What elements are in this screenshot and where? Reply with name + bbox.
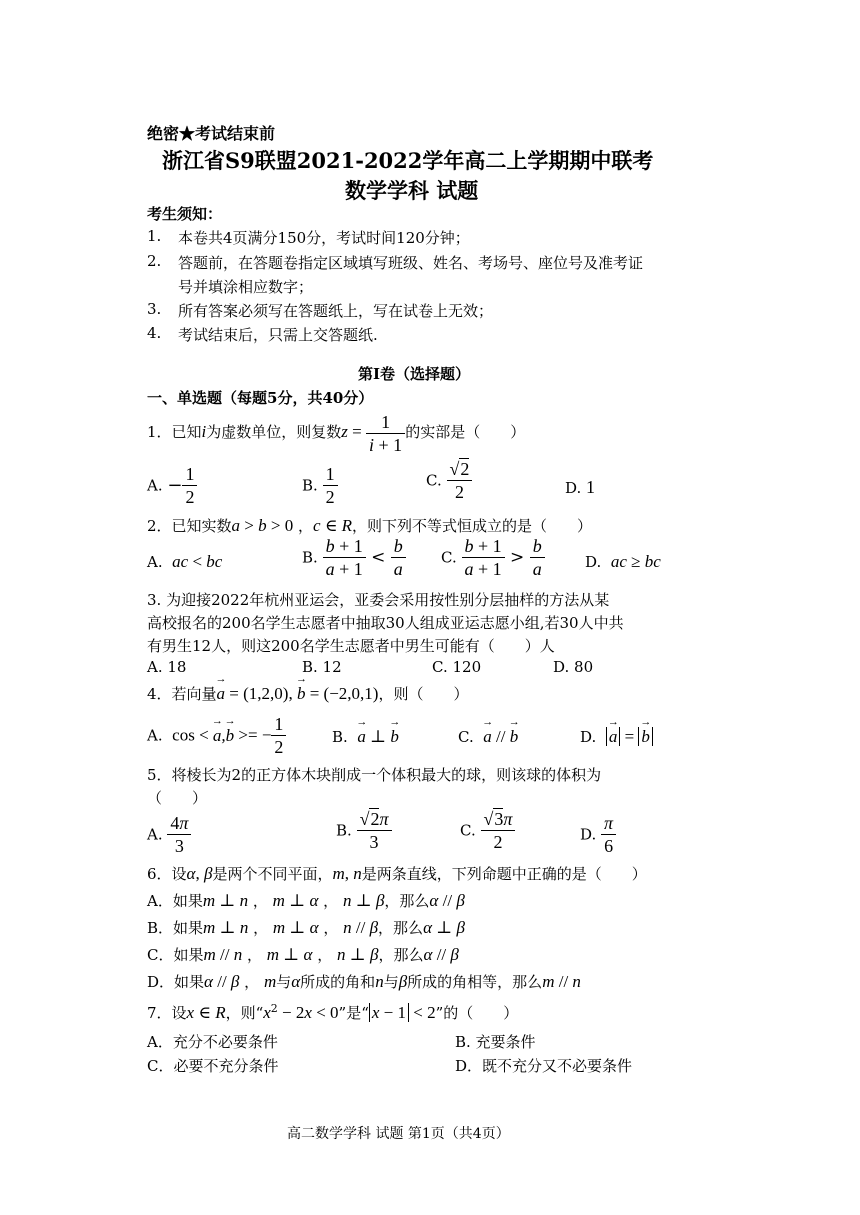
q6-option-b: B．如果m ⊥ n ， m ⊥ α ， n // β，那么α ⊥ β — [147, 918, 465, 937]
notice-item: 2. 答题前，在答题卷指定区域填写班级、姓名、考场号、座位号及准考证 — [147, 252, 644, 272]
q2-option-c: C. $\frac{b + 1}{a + 1}$ > $\frac{b}{a}$ — [441, 535, 545, 580]
q7-option-a: A．充分不必要条件 — [147, 1033, 278, 1051]
question-4: 4．若向量→ a = (1,2,0), → b = (−2,0,1)，则（ ） — [147, 683, 468, 704]
q4-option-c: C. → a // → b — [458, 727, 518, 747]
question-6: 6．设α, β是两个不同平面，m, n是两条直线，下列命题中正确的是（ ） — [147, 864, 647, 883]
q1-option-b: B. $\frac{1}{2}$ — [302, 463, 338, 508]
q7-option-d: D．既不充分又不必要条件 — [455, 1057, 633, 1075]
q1-option-c: C. $\frac{√2}{2}$ — [426, 458, 472, 503]
q7-option-b: B. 充要条件 — [455, 1033, 536, 1051]
q3-option-b: B. 12 — [302, 658, 342, 676]
q3-option-c: C. 120 — [432, 658, 482, 676]
question-3-line1: 3. 为迎接2022年杭州亚运会，亚委会采用按性别分层抽样的方法从某 — [147, 591, 610, 609]
q6-option-c: C．如果m // n ， m ⊥ α ， n ⊥ β，那么α // β — [147, 945, 459, 964]
part-title: 第Ⅰ卷（选择题） — [358, 365, 471, 383]
question-5-line2: （ ） — [147, 789, 208, 807]
q5-option-d: D. $\frac{\pi}{6}$ — [580, 812, 616, 857]
exam-title: 浙江省S9联盟2021-2022学年高二上学期期中联考 — [162, 148, 654, 173]
q3-option-a: A. 18 — [147, 658, 187, 676]
q1-option-a: A. − $\frac{1}{2}$ — [147, 463, 197, 508]
q6-option-a: A．如果m ⊥ n ， m ⊥ α ， n ⊥ β，那么α // β — [147, 891, 465, 910]
question-2: 2．已知实数a > b > 0 ，c ∈ R，则下列不等式恒成立的是（ ） — [147, 516, 593, 535]
question-5-line1: 5．将棱长为2的正方体木块削成一个体积最大的球，则该球的体积为 — [147, 766, 602, 784]
q7-option-c: C．必要不充分条件 — [147, 1057, 279, 1075]
q5-option-b: B. $\frac{√2\pi}{3}$ — [336, 808, 392, 853]
exam-subtitle: 数学学科 试题 — [345, 178, 479, 203]
notice-item: 1. 本卷共4页满分150分，考试时间120分钟； — [147, 227, 470, 247]
q4-option-a: A. cos < → a,→ b >= − $\frac{1}{2}$ — [147, 713, 286, 758]
q3-option-d: D. 80 — [553, 658, 594, 676]
q4-option-b: B. → a ⊥ → b — [332, 727, 399, 747]
q2-option-a: A. ac < bc — [147, 552, 223, 571]
page-footer: 高二数学学科 试题 第1页（共4页） — [287, 1126, 510, 1142]
notice-heading: 考生须知： — [147, 205, 223, 223]
q2-option-d: D. ac ≥ bc — [585, 552, 661, 571]
notice-item: 3. 所有答案必须写在答题纸上，写在试卷上无效； — [147, 300, 494, 320]
notice-item: 4. 考试结束后，只需上交答题纸. — [147, 324, 378, 344]
q2-option-b: B. $\frac{b + 1}{a + 1}$ < $\frac{b}{a}$ — [302, 535, 406, 580]
question-1: 1．已知i为虚数单位，则复数z = $\frac{1}{i + 1}$ 的实部是（ ） — [147, 411, 526, 455]
q4-option-d: D. → a = → b — [580, 727, 653, 747]
secret-label: 绝密★考试结束前 — [147, 124, 276, 143]
question-7: 7．设x ∈ R，则“$x^2 - 2x < 0$”是“ x − 1 < 2”的（ ） — [147, 1002, 519, 1022]
question-3-line3: 有男生12人，则这200名学生志愿者中男生可能有（ ）人 — [147, 637, 555, 655]
notice-item-cont: 号并填涂相应数字； — [178, 278, 314, 296]
q1-option-d: D. 1 — [565, 477, 596, 497]
q5-option-c: C. $\frac{√3\pi}{2}$ — [460, 808, 515, 853]
question-3-line2: 高校报名的200名学生志愿者中抽取30人组成亚运志愿小组,若30人中共 — [147, 614, 624, 632]
q5-option-a: A. $\frac{4\pi}{3}$ — [147, 812, 191, 857]
q6-option-d: D．如果α // β ， m与α所成的角和n与β所成的角相等，那么m // n — [147, 972, 581, 991]
section-title: 一、单选题（每题5分，共40分） — [147, 389, 374, 407]
